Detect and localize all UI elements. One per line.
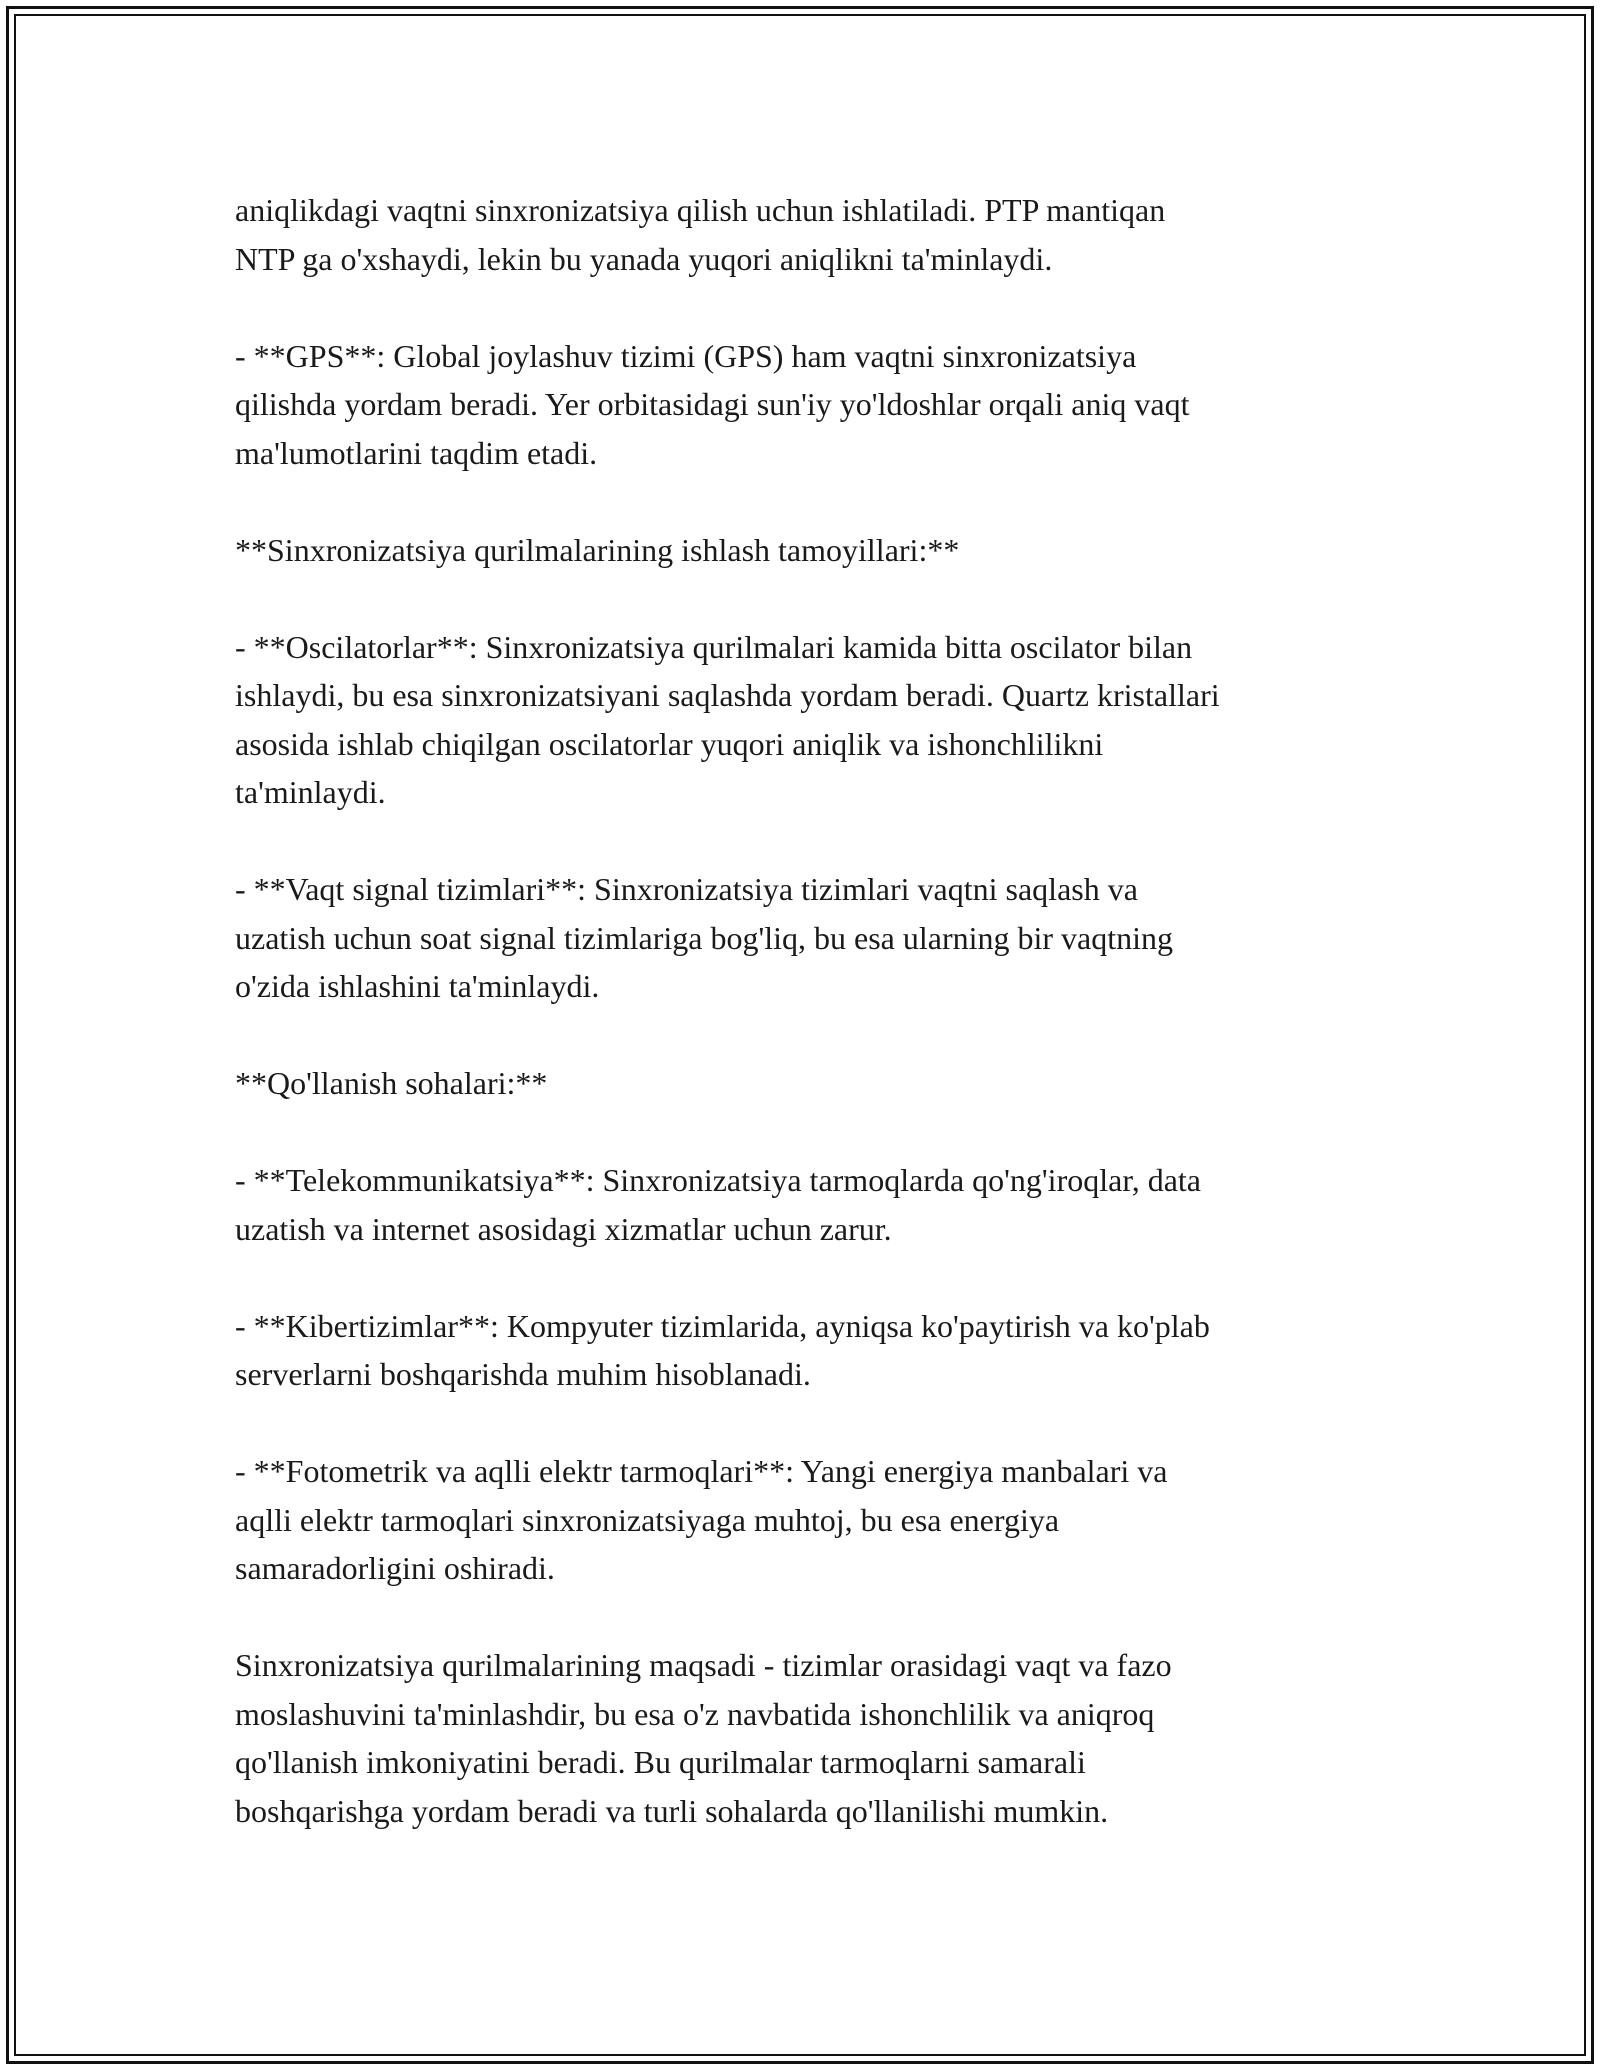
paragraph-time-signal-systems: - **Vaqt signal tizimlari**: Sinxronizatsiya tizimlari vaqtni saqlash va uzatish uchun soat signal tizimlariga bog'liq, bu esa ularning bir vaqtning o'zida ishlashini ta'minlaydi. xyxy=(235,871,1174,1004)
paragraph-conclusion: Sinxronizatsiya qurilmalarining maqsadi - tizimlar orasidagi vaqt va fazo moslashuvini ta'minlashdir, bu esa o'z navbatida ishonchlilik va aniqroq qo'llanish imkoniyatini beradi. Bu qurilmalar tarmoqlarni samarali boshqarishga yordam beradi va turli sohalarda qo'llanilishi mumkin. xyxy=(235,1647,1172,1829)
heading-application-areas: **Qo'llanish sohalari:** xyxy=(235,1065,548,1101)
paragraph-oscillators: - **Oscilatorlar**: Sinxronizatsiya qurilmalari kamida bitta oscilator bilan ishlaydi, bu esa sinxronizatsiyani saqlashda yordam beradi. Quartz kristallari asosida ishlab chiqilgan oscilatorlar yuqori aniqlik va ishonchlilikni ta'minlaydi. xyxy=(235,628,1220,810)
paragraph-ptp-continuation: aniqlikdagi vaqtni sinxronizatsiya qilish uchun ishlatiladi. PTP mantiqan NTP ga o'xshaydi, lekin bu yanada yuqori aniqlikni ta'minlaydi. xyxy=(235,192,1166,277)
paragraph-smart-grids: - **Fotometrik va aqlli elektr tarmoqlari**: Yangi energiya manbalari va aqlli elektr tarmoqlari sinxronizatsiyaga muhtoj, bu esa energiya samaradorligini oshiradi. xyxy=(235,1453,1168,1586)
paragraph-gps: - **GPS**: Global joylashuv tizimi (GPS) ham vaqtni sinxronizatsiya qilishda yordam beradi. Yer orbitasidagi sun'iy yo'ldoshlar orqali aniq vaqt ma'lumotlarini taqdim etadi. xyxy=(235,337,1190,471)
heading-working-principles: **Sinxronizatsiya qurilmalarining ishlash tamoyillari:** xyxy=(235,531,960,568)
paragraph-telecommunication: - **Telekommunikatsiya**: Sinxronizatsiya tarmoqlarda qo'ng'iroqlar, data uzatish va internet asosidagi xizmatlar uchun zarur. xyxy=(235,1162,1201,1247)
document-body xyxy=(235,186,1375,1835)
paragraph-cybersystems: - **Kibertizimlar**: Kompyuter tizimlarida, ayniqsa ko'paytirish va ko'plab serverlarni boshqarishda muhim hisoblanadi. xyxy=(235,1307,1210,1392)
